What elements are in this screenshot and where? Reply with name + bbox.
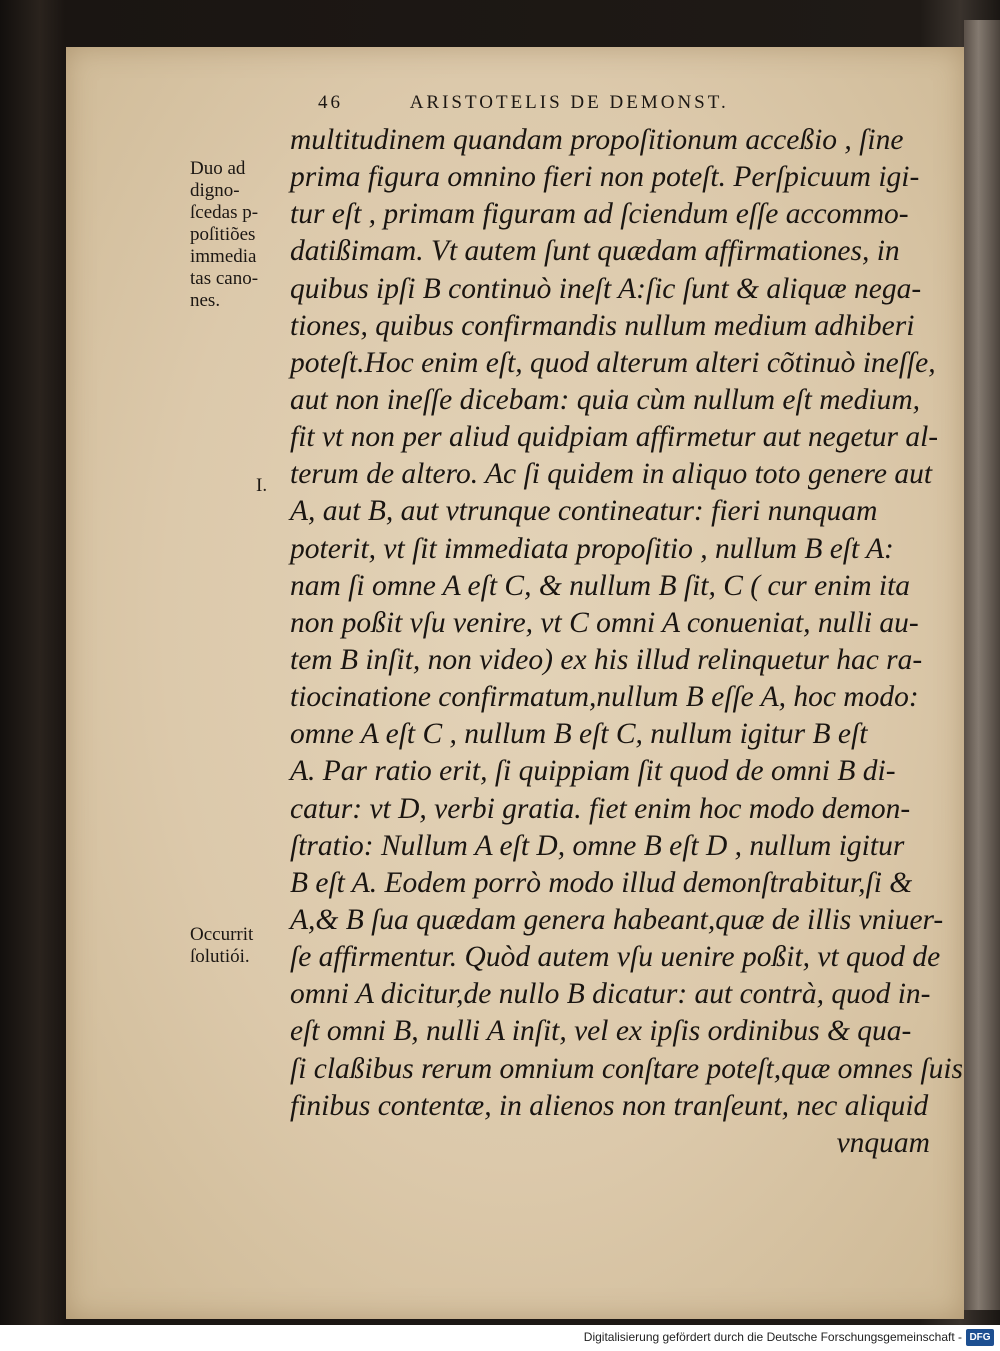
margin-note-line: Duo ad: [190, 158, 246, 179]
footer-bar: [0, 1325, 1000, 1351]
text-line: prima figura omnino fieri non poteſt. Perſpicuum igi-: [290, 161, 920, 194]
text-line: finibus contentæ, in alienos non tranſeunt, nec aliquid: [290, 1089, 929, 1122]
text-line: tiones, quibus confirmandis nullum medium adhiberi: [290, 309, 915, 342]
text-line: omne A eſt C , nullum B eſt C, nullum igitur B eſt: [290, 718, 868, 751]
margin-note-numeral: [256, 475, 267, 497]
text-line: datißimam. Vt autem ſunt quædam affirmationes, in: [290, 235, 900, 268]
margin-note-line: ſolutiói.: [190, 946, 250, 967]
text-line: terum de altero. Ac ſi quidem in aliquo toto genere aut: [290, 458, 933, 491]
text-line: nam ſi omne A eſt C, & nullum B ſit, C ( cur enim ita: [290, 569, 911, 602]
margin-note-solution: [190, 924, 253, 968]
margin-note-line: immedia: [190, 246, 257, 267]
running-title: ARISTOTELIS DE DEMONST.: [409, 92, 729, 113]
text-line: quibus ipſi B continuò ineſt A:ſic ſunt & aliquæ nega-: [290, 272, 922, 305]
text-line: A,& B ſua quædam genera habeant,quæ de illis vniuer-: [290, 903, 944, 936]
margin-note-line: nes.: [190, 290, 221, 311]
margin-note-line: poſitiões: [190, 224, 256, 245]
running-head: [318, 92, 729, 114]
margin-note-line: Occurrit: [190, 924, 254, 945]
text-line: multitudinem quandam propoſitionum acceßio , ſine: [290, 124, 904, 156]
text-line: ſtratio: Nullum A eſt D, omne B eſt D , nullum igitur: [290, 829, 905, 862]
text-line: omni A dicitur,de nullo B dicatur: aut contrà, quod in-: [290, 978, 931, 1011]
text-line: catur: vt D, verbi gratia. fiet enim hoc modo demon-: [290, 792, 911, 825]
margin-note-line: ſcedas p-: [190, 202, 259, 223]
catchword: vnquam: [836, 1126, 930, 1159]
text-line: aut non ineſſe dicebam: quia cùm nullum eſt medium,: [290, 383, 921, 416]
text-line: poteſt.Hoc enim eſt, quod alterum alteri cõtinuò ineſſe,: [290, 346, 936, 379]
text-line: tiocinatione confirmatum,nullum B eſſe A, hoc modo:: [290, 681, 919, 714]
text-line: eſt omni B, nulli A inſit, vel ex ipſis ordinibus & qua-: [290, 1015, 912, 1048]
dfg-logo: DFG: [966, 1329, 994, 1346]
funding-credit: Digitalisierung gefördert durch die Deutsche Forschungsgemeinschaft -: [583, 1330, 962, 1344]
text-line: fit vt non per aliud quidpiam affirmetur aut negetur al-: [290, 421, 939, 454]
text-line: ſe affirmentur. Quòd autem vſu uenire poßit, vt quod de: [290, 941, 941, 974]
main-text-block: [290, 122, 963, 1162]
adjacent-page-edge: [964, 20, 1000, 1310]
margin-note-line: tas cano-: [190, 268, 259, 289]
text-line: B eſt A. Eodem porrò modo illud demonſtrabitur,ſi &: [290, 866, 913, 899]
text-line: ſi claßibus rerum omnium conſtare poteſt,quæ omnes ſuis: [290, 1052, 963, 1085]
text-line: A, aut B, aut vtrunque contineatur: fieri nunquam: [290, 495, 878, 528]
margin-note-propositions: [190, 158, 258, 312]
text-line: tur eſt , primam figuram ad ſciendum eſſe accommo-: [290, 198, 909, 231]
text-line: poterit, vt ſit immediata propoſitio , nullum B eſt A:: [290, 532, 894, 565]
text-line: non poßit vſu venire, vt C omni A conueniat, nulli au-: [290, 606, 919, 639]
margin-note-line: digno-: [190, 180, 240, 201]
page-number: 46: [318, 92, 343, 113]
margin-note-line: I.: [256, 475, 268, 496]
text-line: tem B inſit, non video) ex his illud relinquetur hac ra-: [290, 643, 923, 676]
text-line: A. Par ratio erit, ſi quippiam ſit quod de omni B di-: [290, 755, 896, 788]
